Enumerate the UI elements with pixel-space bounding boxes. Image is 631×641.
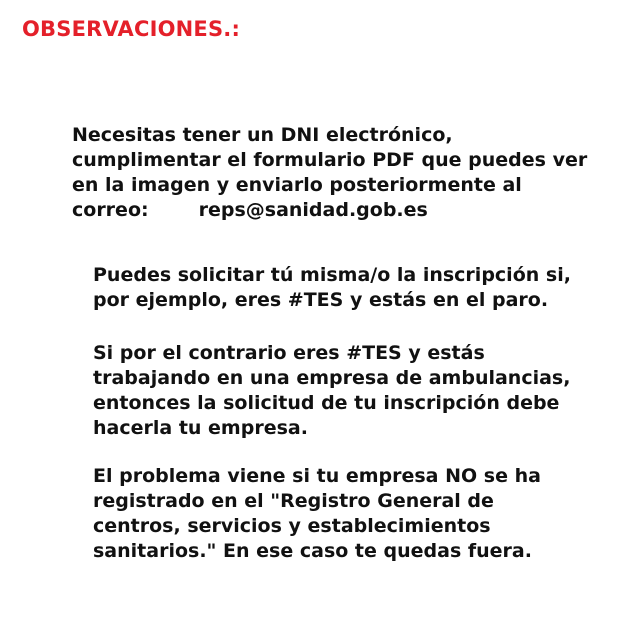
text-line: Necesitas tener un DNI electrónico,	[72, 124, 453, 146]
text-line: sanitarios." En ese caso te quedas fuera.	[93, 540, 532, 562]
text-line: centros, servicios y establecimientos	[93, 515, 491, 537]
text-line: trabajando en una empresa de ambulancias,	[93, 367, 571, 389]
paragraph-company-registration	[93, 341, 570, 441]
paragraph-dni-requirements	[72, 123, 587, 223]
email-address: reps@sanidad.gob.es	[198, 199, 428, 221]
text-line: cumplimentar el formulario PDF que puedes ver	[72, 149, 588, 171]
page-heading: OBSERVACIONES.:	[22, 17, 241, 41]
paragraph-registry-problem	[93, 464, 541, 564]
email-label: correo:	[72, 199, 149, 221]
text-line: El problema viene si tu empresa NO se ha	[93, 465, 541, 487]
paragraph-self-registration	[93, 263, 571, 313]
text-line: hacerla tu empresa.	[93, 417, 308, 439]
email-line	[72, 198, 587, 223]
text-line: Si por el contrario eres #TES y estás	[93, 342, 485, 364]
text-line: registrado en el "Registro General de	[93, 490, 494, 512]
text-line: en la imagen y enviarlo posteriormente al	[72, 174, 522, 196]
text-line: Puedes solicitar tú misma/o la inscripción si,	[93, 264, 571, 286]
text-line: entonces la solicitud de tu inscripción debe	[93, 392, 560, 414]
text-line: por ejemplo, eres #TES y estás en el paro.	[93, 289, 549, 311]
